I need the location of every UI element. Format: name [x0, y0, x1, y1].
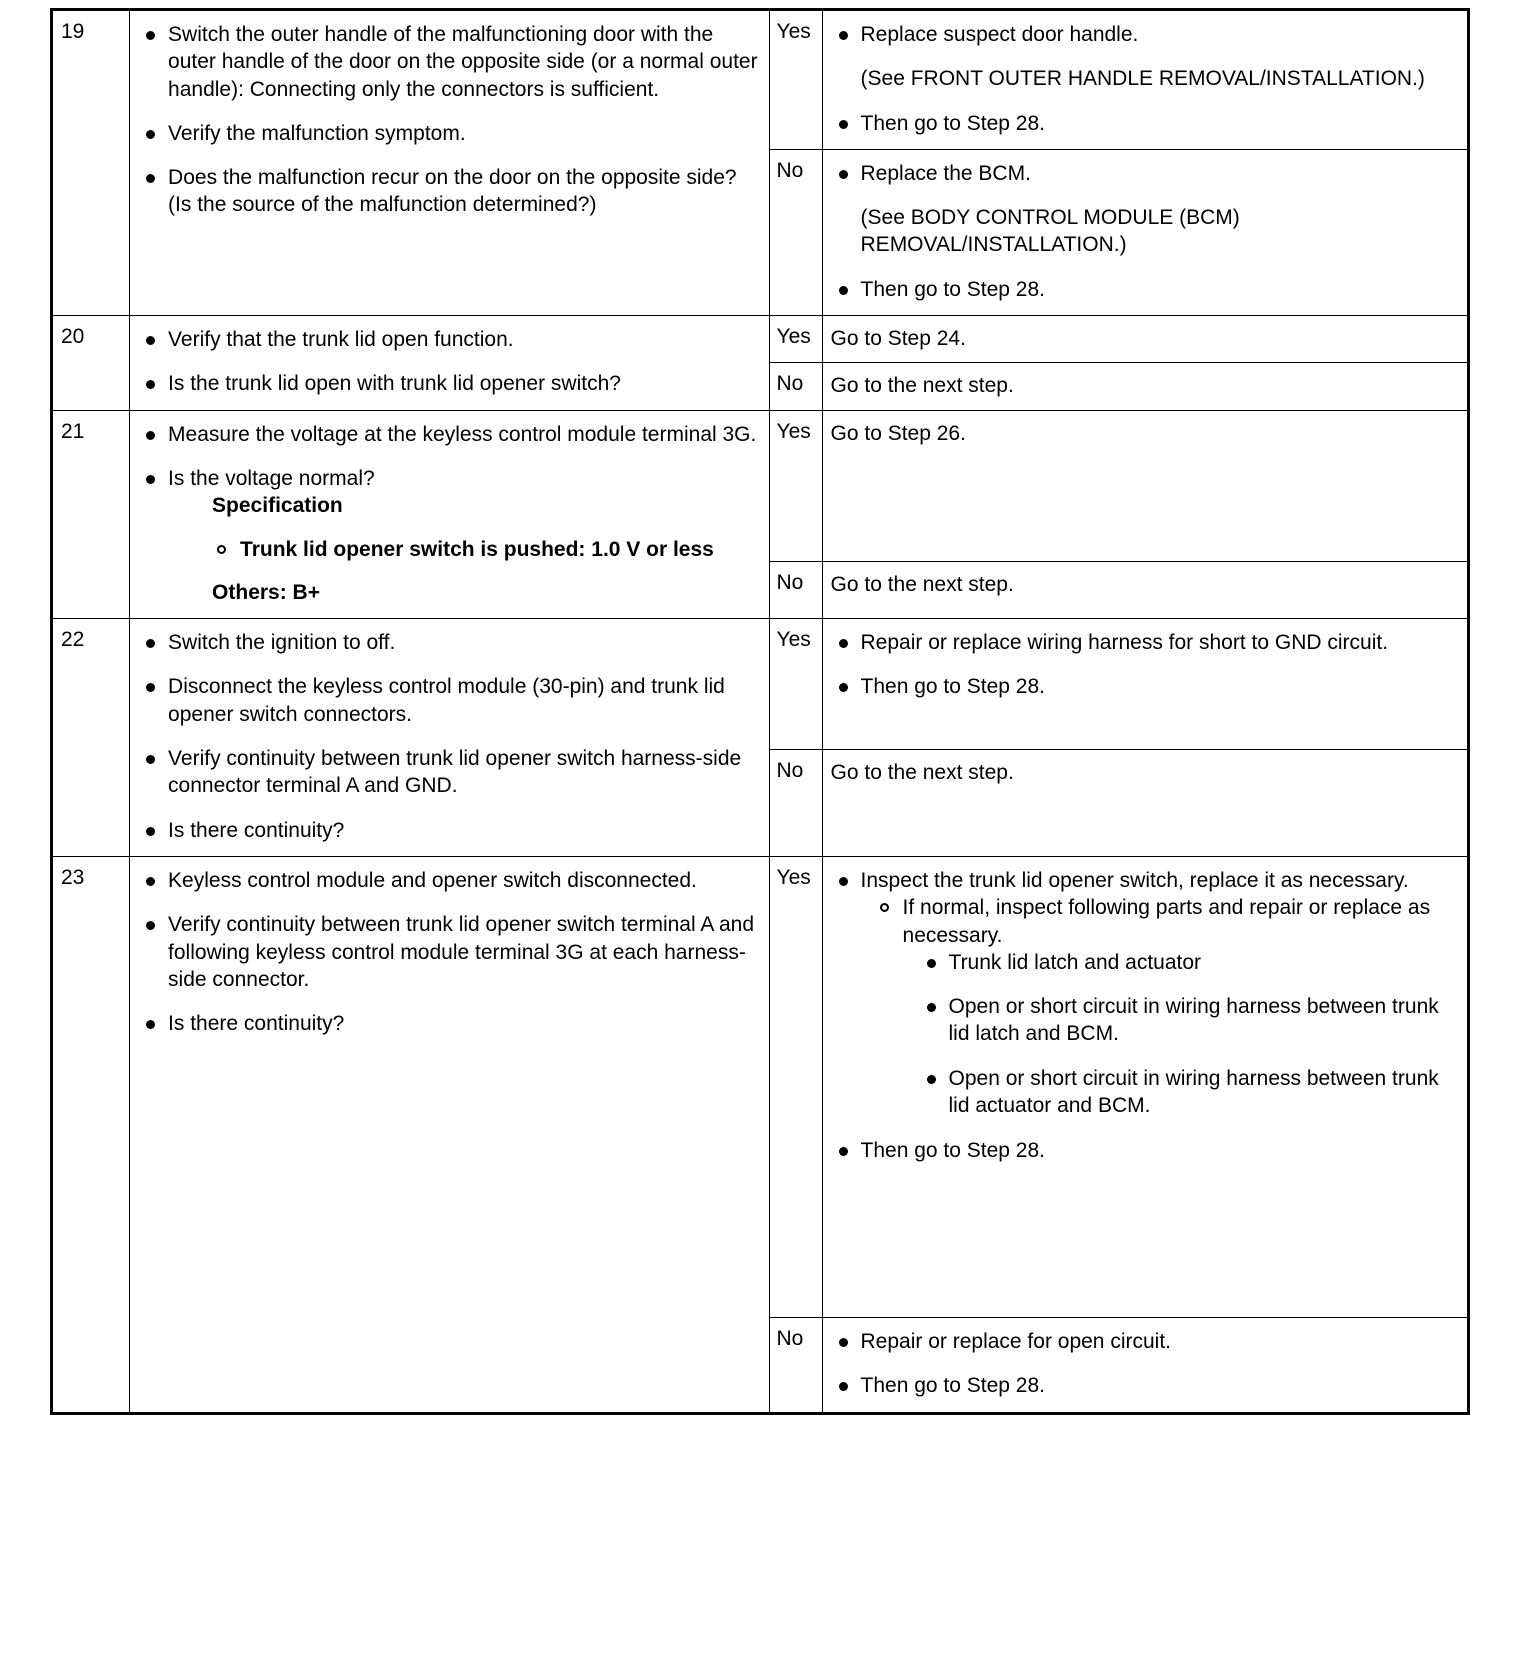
list-item: Does the malfunction recur on the door on the opposite side? (Is the source of the malfunction determined?) [138, 164, 759, 219]
list-item: Repair or replace wiring harness for short to GND circuit. [831, 629, 1457, 656]
step-number-cell [52, 10, 130, 316]
step-number: 20 [61, 325, 85, 349]
step-action-cell [130, 10, 770, 316]
list-item: Trunk lid opener switch is pushed: 1.0 V or less [212, 536, 759, 563]
step-number: 22 [61, 628, 85, 652]
list-item: Verify continuity between trunk lid opener switch terminal A and following keyless control module terminal 3G at each harness-side connector. [138, 911, 759, 993]
table-row [52, 619, 1469, 750]
result-answer-cell [770, 316, 822, 363]
answer-no: No [776, 570, 804, 594]
reference-note: (See FRONT OUTER HANDLE REMOVAL/INSTALLATION.) [860, 67, 1425, 91]
sub-note-list [875, 894, 1457, 949]
result-action-cell [822, 363, 1468, 410]
step-number: 21 [61, 419, 85, 443]
sub-note-block [875, 894, 1457, 1119]
step-number-cell [52, 410, 130, 618]
list-item: Verify continuity between trunk lid opener switch harness-side connector terminal A and GND. [138, 745, 759, 800]
result-list [831, 1328, 1457, 1400]
step-number-cell [52, 316, 130, 411]
list-item: Then go to Step 28. [831, 276, 1457, 303]
answer-yes: Yes [776, 865, 811, 889]
result-action-cell [822, 10, 1468, 150]
result-answer-cell [770, 363, 822, 410]
list-item: Trunk lid latch and actuator [919, 949, 1457, 976]
list-item: Repair or replace for open circuit. [831, 1328, 1457, 1355]
result-text: Go to the next step. [830, 761, 1014, 785]
list-item: Inspect the trunk lid opener switch, replace it as necessary. [831, 867, 1457, 894]
result-answer-cell [770, 619, 822, 750]
sub-items-block [919, 949, 1457, 1119]
action-list [138, 421, 759, 493]
result-action-cell [822, 316, 1468, 363]
step-action-cell [130, 856, 770, 1413]
list-item: Open or short circuit in wiring harness between trunk lid latch and BCM. [919, 993, 1457, 1048]
list-item: Then go to Step 28. [831, 1137, 1457, 1164]
list-item: If normal, inspect following parts and repair or replace as necessary. [875, 894, 1457, 949]
result-list [831, 160, 1457, 303]
table-row [52, 316, 1469, 363]
sub-item-list [919, 949, 1457, 1119]
answer-no: No [776, 372, 804, 396]
step-number: 23 [61, 865, 85, 889]
step-number-cell [52, 856, 130, 1413]
action-list [138, 629, 759, 844]
specification-others: Others: B+ [212, 580, 320, 604]
answer-yes: Yes [776, 628, 811, 652]
result-answer-cell [770, 750, 822, 857]
reference-note: (See BODY CONTROL MODULE (BCM) REMOVAL/INSTALLATION.) [860, 206, 1240, 257]
list-item: Switch the outer handle of the malfunctioning door with the outer handle of the door on the opposite side (or a normal outer handle): Connecting only the connectors is sufficient. [138, 21, 759, 103]
answer-yes: Yes [776, 325, 811, 349]
list-item: Keyless control module and opener switch disconnected. [138, 867, 759, 894]
result-action-cell [822, 1317, 1468, 1413]
result-list [831, 21, 1457, 137]
answer-yes: Yes [776, 419, 811, 443]
result-answer-cell [770, 410, 822, 561]
table-row [52, 410, 1469, 561]
step-number: 19 [61, 20, 85, 43]
list-item: Disconnect the keyless control module (30-pin) and trunk lid opener switch connectors. [138, 673, 759, 728]
list-item: Measure the voltage at the keyless control module terminal 3G. [138, 421, 759, 448]
list-item: Then go to Step 28. [831, 673, 1457, 700]
result-list [831, 867, 1457, 894]
result-text: Go to Step 26. [830, 421, 966, 445]
answer-no: No [776, 1326, 804, 1350]
result-action-cell [822, 856, 1468, 1317]
result-action-cell [822, 149, 1468, 315]
result-list [831, 629, 1457, 701]
specification-block [212, 492, 759, 606]
list-item: Is there continuity? [138, 1010, 759, 1037]
answer-yes: Yes [776, 20, 811, 43]
action-list [138, 867, 759, 1037]
list-item: Is the trunk lid open with trunk lid opener switch? [138, 370, 759, 397]
result-answer-cell [770, 856, 822, 1317]
specification-heading: Specification [212, 494, 343, 518]
list-item: Verify the malfunction symptom. [138, 120, 759, 147]
list-item: Is there continuity? [138, 817, 759, 844]
result-action-cell [822, 410, 1468, 561]
result-tail-list [831, 1137, 1457, 1164]
result-answer-cell [770, 561, 822, 618]
action-list [138, 21, 759, 219]
step-action-cell [130, 619, 770, 857]
result-action-cell [822, 619, 1468, 750]
result-action-cell [822, 750, 1468, 857]
table-row [52, 856, 1469, 1317]
step-number-cell [52, 619, 130, 857]
list-item: Replace suspect door handle. [831, 21, 1457, 48]
list-item: Replace the BCM. [831, 160, 1457, 187]
result-text: Go to Step 24. [830, 327, 966, 351]
result-answer-cell [770, 149, 822, 315]
step-action-cell [130, 410, 770, 618]
troubleshooting-page [50, 0, 1470, 1415]
result-text: Go to the next step. [830, 374, 1014, 398]
list-item: Then go to Step 28. [831, 1372, 1457, 1399]
step-action-cell [130, 316, 770, 411]
list-item: Is the voltage normal? [138, 465, 759, 492]
table-row [52, 10, 1469, 150]
list-item: Switch the ignition to off. [138, 629, 759, 656]
answer-no: No [776, 759, 804, 783]
result-text: Go to the next step. [830, 572, 1014, 596]
list-item: Verify that the trunk lid open function. [138, 326, 759, 353]
result-action-cell [822, 561, 1468, 618]
troubleshooting-table [50, 8, 1470, 1415]
result-answer-cell [770, 10, 822, 150]
answer-no: No [776, 158, 804, 182]
specification-list [212, 536, 759, 563]
list-item: Then go to Step 28. [831, 110, 1457, 137]
result-answer-cell [770, 1317, 822, 1413]
action-list [138, 326, 759, 398]
list-item: Open or short circuit in wiring harness between trunk lid actuator and BCM. [919, 1065, 1457, 1120]
